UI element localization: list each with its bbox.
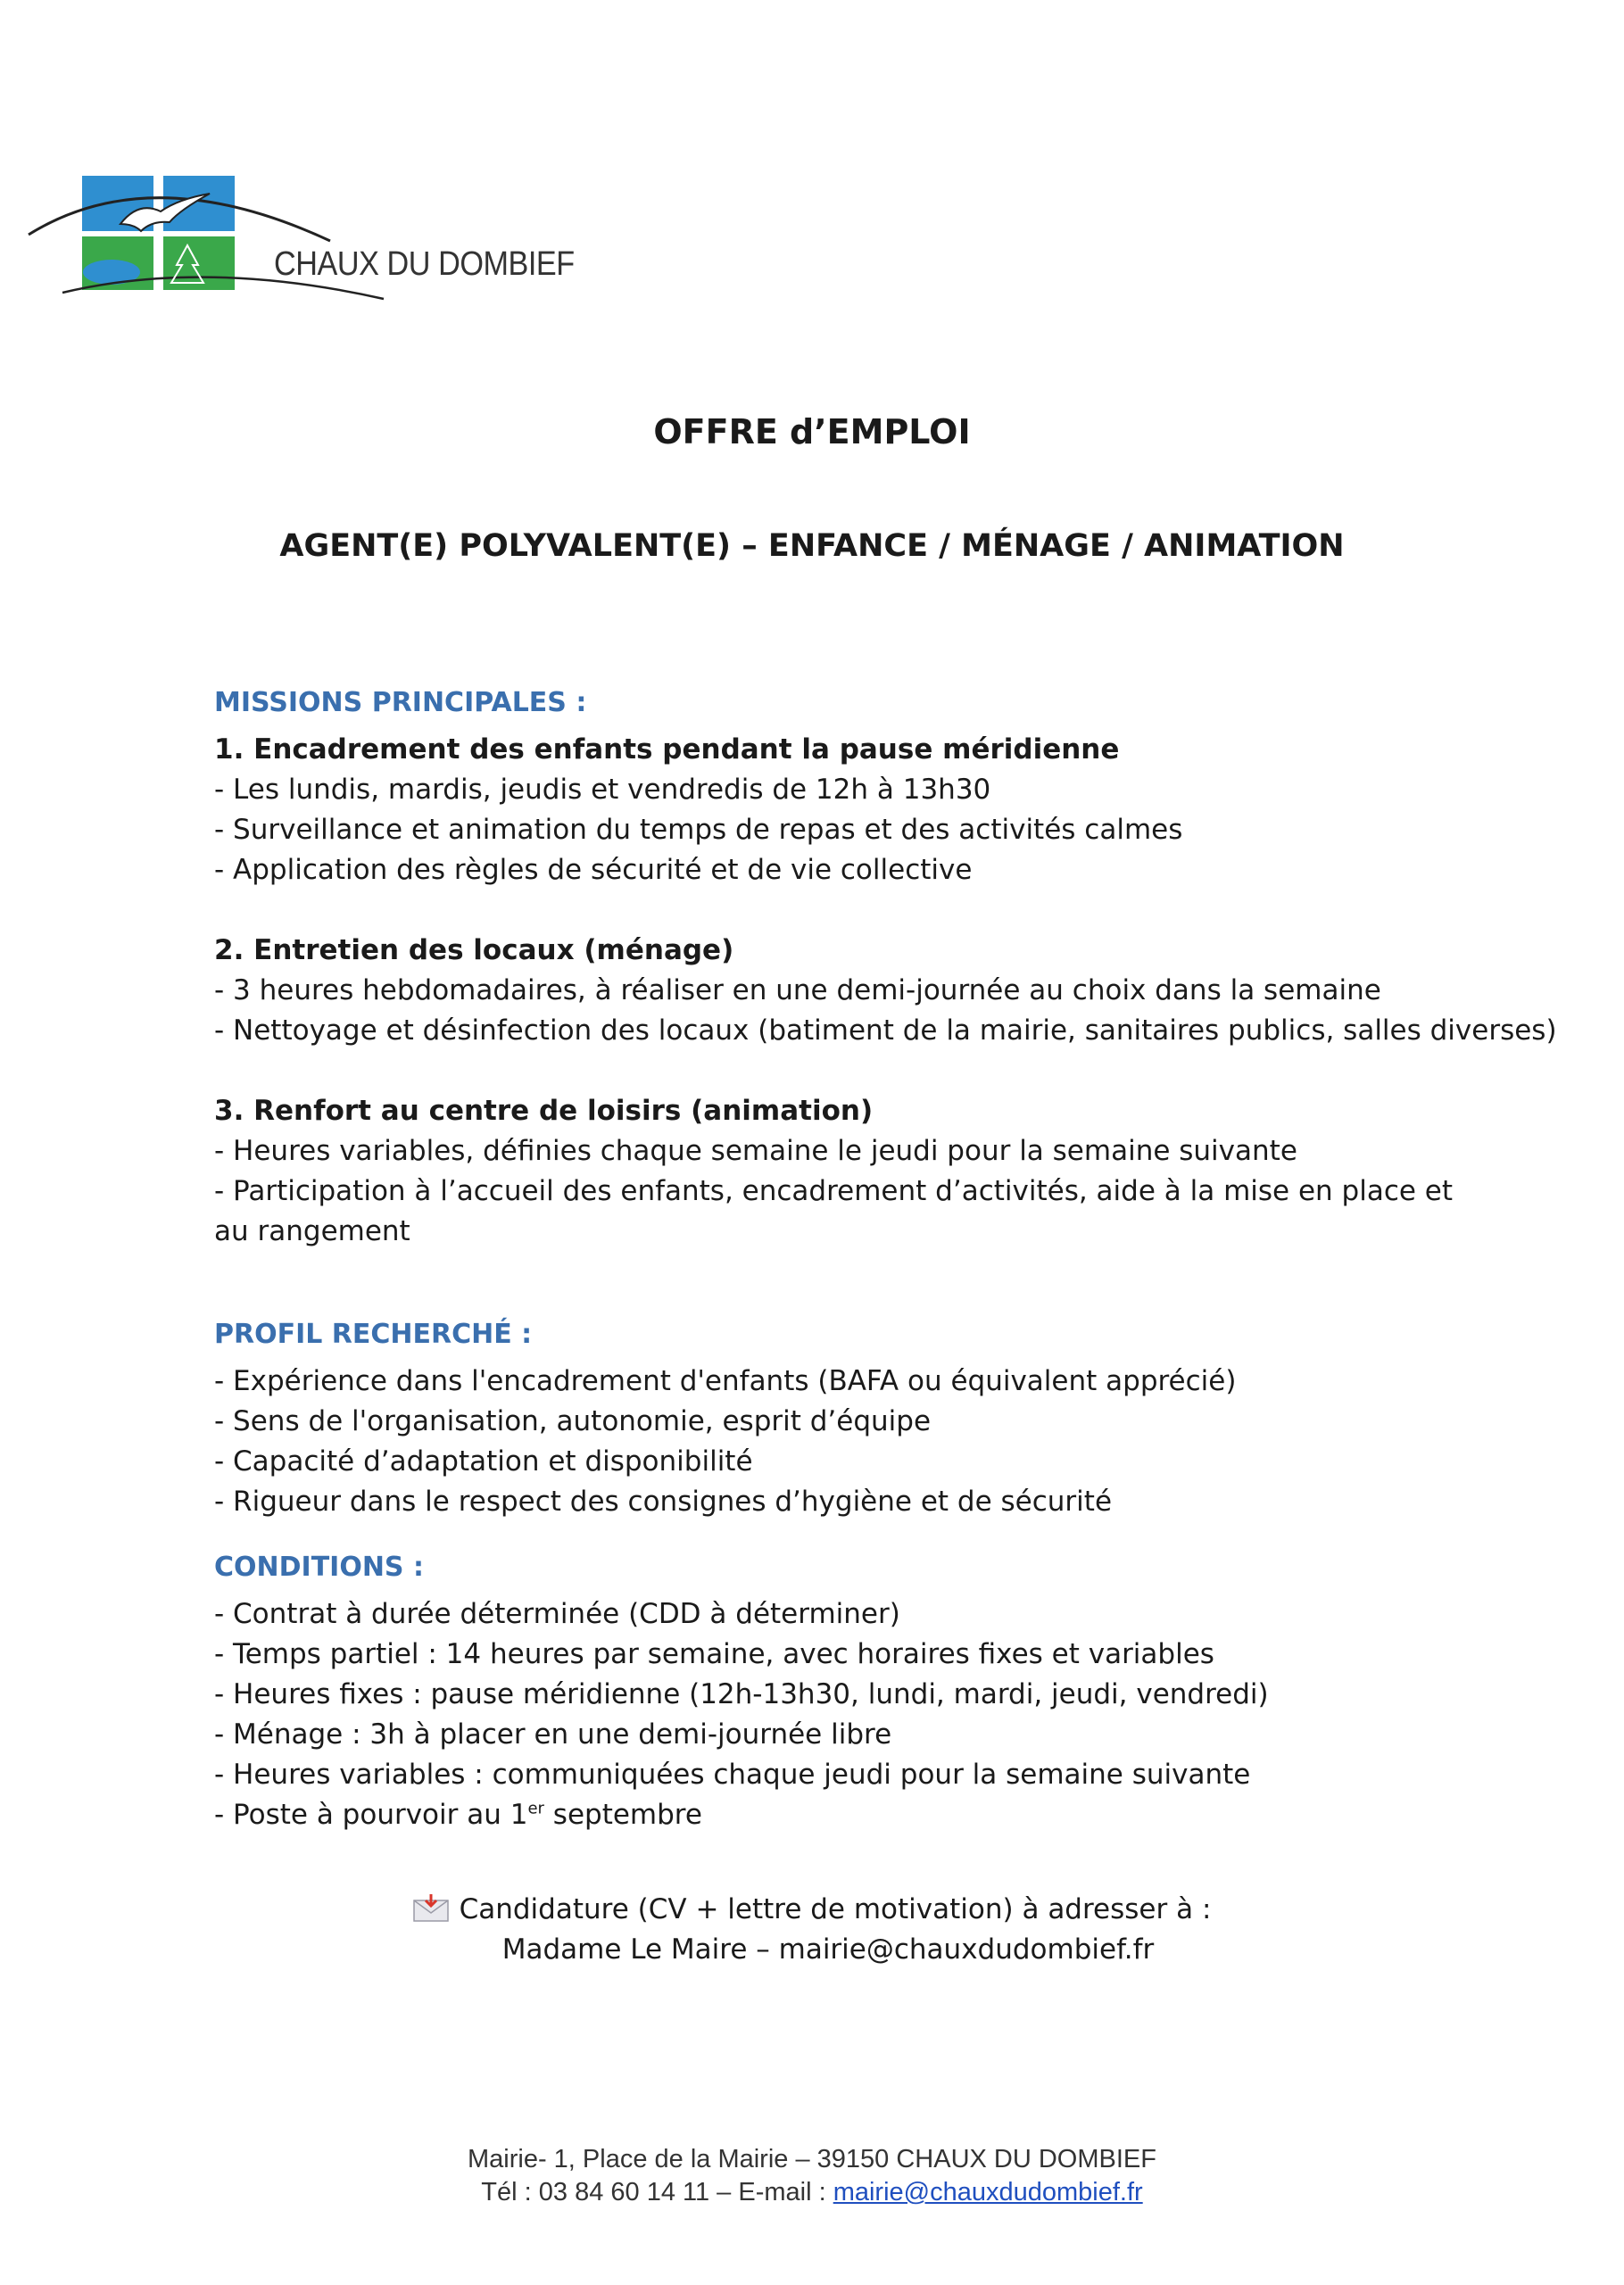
list-item: - Capacité d’adaptation et disponibilité: [214, 1445, 753, 1478]
commune-logo: [27, 165, 598, 308]
mission-title: 2. Entretien des locaux (ménage): [214, 934, 734, 966]
list-item: - Surveillance et animation du temps de repas et des activités calmes: [214, 814, 1183, 846]
logo-text: CHAUX DU DOMBIEF: [274, 245, 575, 283]
mission-section: [214, 730, 1535, 890]
footer: [0, 2143, 1624, 2209]
footer-email-link[interactable]: mairie@chauxdudombief.fr: [833, 2178, 1143, 2206]
list-item: - Heures fixes : pause méridienne (12h-13h30, lundi, mardi, jeudi, vendredi): [214, 1678, 1269, 1710]
list-item: - Nettoyage et désinfection des locaux (batiment de la mairie, sanitaires publics, salles diverses): [214, 1014, 1557, 1047]
footer-contact: [0, 2176, 1624, 2209]
envelope-icon: [413, 1893, 449, 1922]
mission-section: [214, 1091, 1535, 1252]
list-item: - Heures variables, définies chaque semaine le jeudi pour la semaine suivante: [214, 1135, 1297, 1167]
conditions-heading: CONDITIONS :: [214, 1552, 424, 1583]
list-item: - Expérience dans l'encadrement d'enfants (BAFA ou équivalent apprécié): [214, 1365, 1237, 1397]
start-date-sup: er: [527, 1799, 544, 1818]
page-title: OFFRE d’EMPLOI: [653, 412, 971, 451]
list-item: - Heures variables : communiquées chaque jeudi pour la semaine suivante: [214, 1759, 1251, 1791]
conditions-list: [214, 1594, 1535, 1835]
mission-section: [214, 931, 1557, 1051]
start-date-suffix: septembre: [543, 1799, 702, 1831]
list-item: - Contrat à durée déterminée (CDD à déterminer): [214, 1598, 900, 1630]
list-item: - Les lundis, mardis, jeudis et vendredis de 12h à 13h30: [214, 774, 991, 806]
list-item-start-date: [214, 1795, 1535, 1835]
footer-phone: Tél : 03 84 60 14 11 – E-mail :: [481, 2178, 833, 2206]
candidature-line: Candidature (CV + lettre de motivation) à adresser à :: [459, 1893, 1212, 1925]
candidature-contact: Madame Le Maire – mairie@chauxdudombief.fr: [501, 1933, 1155, 1966]
profil-heading: PROFIL RECHERCHÉ :: [214, 1319, 533, 1350]
list-item: - Sens de l'organisation, autonomie, esprit d’équipe: [214, 1405, 932, 1437]
start-date-prefix: - Poste à pourvoir au 1: [214, 1799, 528, 1831]
list-item: - Temps partiel : 14 heures par semaine, avec horaires fixes et variables: [214, 1638, 1214, 1670]
mission-title: 1. Encadrement des enfants pendant la pause méridienne: [214, 733, 1120, 766]
list-item: - Ménage : 3h à placer en une demi-journée libre: [214, 1718, 892, 1751]
mission-title: 3. Renfort au centre de loisirs (animation): [214, 1095, 874, 1127]
missions-heading: MISSIONS PRINCIPALES :: [214, 687, 587, 718]
list-item: - Rigueur dans le respect des consignes d’hygiène et de sécurité: [214, 1486, 1113, 1518]
job-offer-body: [214, 683, 1557, 1835]
job-title: AGENT(E) POLYVALENT(E) – ENFANCE / MÉNAGE / ANIMATION: [279, 528, 1345, 564]
candidature-block: [0, 1890, 1624, 1970]
profil-list: [214, 1362, 1535, 1522]
list-item: - 3 heures hebdomadaires, à réaliser en une demi-journée au choix dans la semaine: [214, 974, 1381, 1006]
list-item: - Participation à l’accueil des enfants, encadrement d’activités, aide à la mise en place et au rangement: [214, 1175, 1454, 1247]
list-item: - Application des règles de sécurité et de vie collective: [214, 854, 973, 886]
footer-address: Mairie- 1, Place de la Mairie – 39150 CHAUX DU DOMBIEF: [468, 2145, 1156, 2173]
